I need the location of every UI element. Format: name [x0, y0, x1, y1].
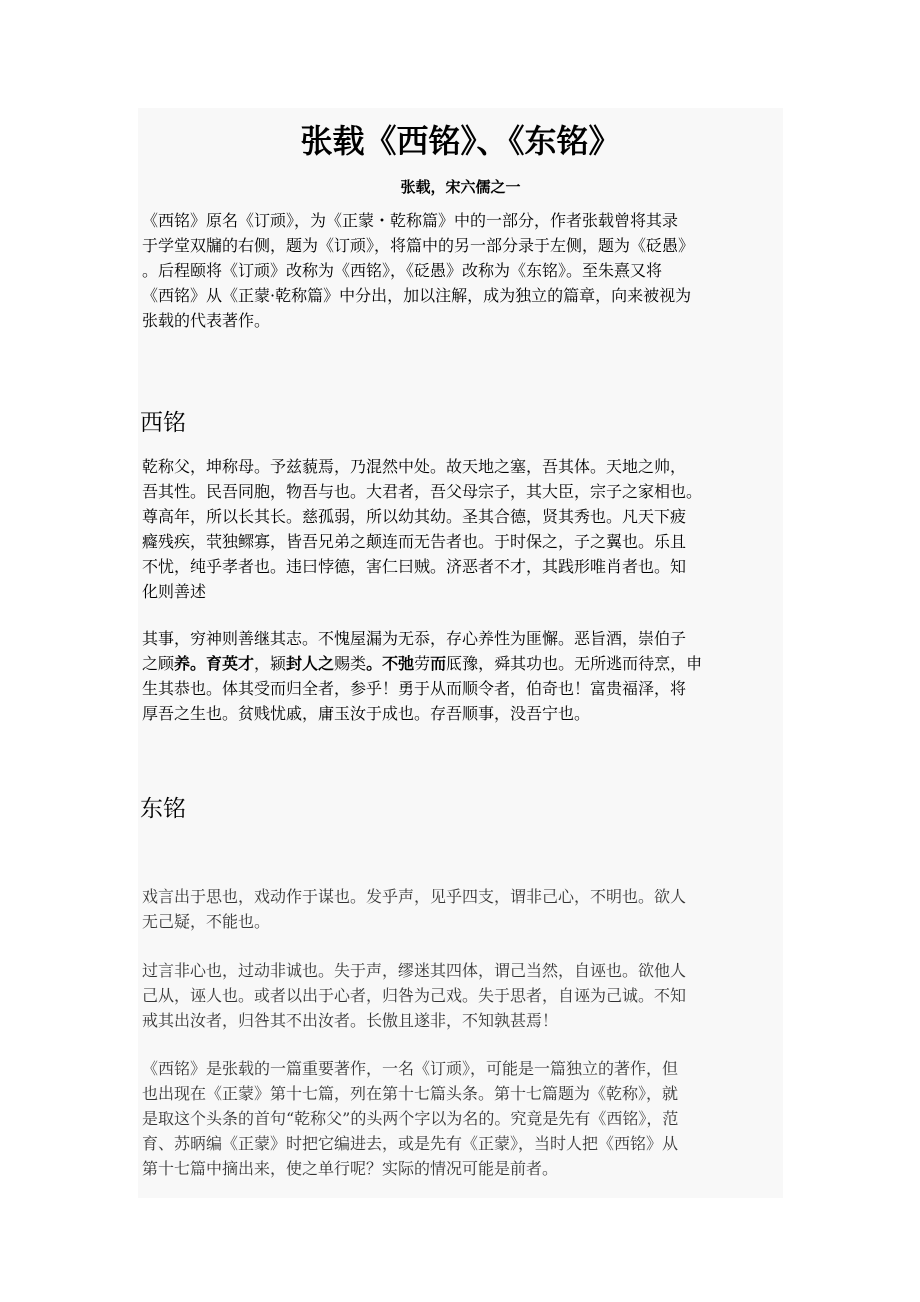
text-line: 吾其性。民吾同胞，物吾与也。大君者，吾父母宗子，其大臣，宗子之家相也。 [142, 482, 703, 501]
bold-fragment: 封人之 [286, 654, 335, 673]
page-title: 张载《西铭》、《东铭》 [300, 122, 621, 160]
text-line: 是取这个头条的首句“乾称父”的头两个字以为名的。究竟是先有《西铭》，范 [142, 1109, 679, 1128]
text-line: 不忧，纯乎孝者也。违曰悖德，害仁曰贼。济恶者不才，其践形唯肖者也。知 [142, 557, 687, 576]
text-line: 也出现在《正蒙》第十七篇，列在第十七篇头条。第十七篇题为《乾称》，就 [142, 1084, 679, 1103]
intro-paragraph [142, 208, 782, 333]
text-fragment: ，颍 [254, 654, 287, 673]
page-subtitle: 张载，宋六儒之一 [400, 178, 521, 196]
text-fragment: 赐类 [334, 654, 367, 673]
text-fragment: 厎豫，舜其功也。无所逃而待烹，申 [446, 654, 703, 673]
text-line: 化则善述 [142, 582, 207, 601]
text-fragment: 之顾 [142, 654, 175, 673]
document-page [138, 108, 783, 1198]
text-line: 生其恭也。体其受而归全者，参乎！勇于从而顺令者，伯奇也！富贵福泽，将 [142, 679, 687, 698]
text-line: 于学堂双牖的右侧，题为《订顽》，将篇中的另一部分录于左侧，题为《砭愚》 [142, 236, 695, 255]
text-line: 厚吾之生也。贫贱忧戚，庸玉汝于成也。存吾顺事，没吾宁也。 [142, 704, 591, 723]
ximing-heading: 西铭 [140, 410, 186, 436]
bold-fragment: 。不弛 [366, 654, 415, 673]
text-line: 《西铭》是张载的一篇重要著作，一名《订顽》，可能是一篇独立的著作，但 [142, 1059, 679, 1078]
ximing-paragraph-2 [142, 626, 782, 726]
text-line: 戏言出于思也，戏动作于谋也。发乎声，见乎四支，谓非己心，不明也。欲人 [142, 887, 687, 906]
dongming-paragraph-1 [142, 884, 782, 934]
dongming-paragraph-3 [142, 1056, 782, 1181]
text-line: 其事，穷神则善继其志。不愧屋漏为无忝，存心养性为匪懈。恶旨酒，崇伯子 [142, 629, 687, 648]
text-line: 尊高年，所以长其长。慈孤弱，所以幼其幼。圣其合德，贤其秀也。凡天下疲 [142, 507, 687, 526]
dongming-paragraph-2 [142, 958, 782, 1033]
text-line-mixed [142, 651, 782, 676]
ximing-paragraph-1 [142, 454, 782, 604]
text-line: 乾称父，坤称母。予兹藐焉，乃混然中处。故天地之塞，吾其体。天地之帅， [142, 457, 687, 476]
text-line: 张载的代表著作。 [142, 311, 271, 330]
bold-fragment: 养。育英才 [174, 654, 255, 673]
dongming-heading: 东铭 [140, 796, 186, 822]
text-line: 无己疑，不能也。 [142, 912, 271, 931]
text-line: 《西铭》原名《订顽》，为《正蒙・乾称篇》中的一部分，作者张载曾将其录 [142, 211, 679, 230]
text-line: 戒其出汝者，归咎其不出汝者。长傲且遂非，不知孰甚焉！ [142, 1011, 559, 1030]
text-line: 。后程颐将《订顽》改称为《西铭》，《砭愚》改称为《东铭》。至朱熹又将 [142, 261, 663, 280]
text-line: 过言非心也，过动非诚也。失于声，缪迷其四体，谓己当然，自诬也。欲他人 [142, 961, 687, 980]
text-fragment: 劳 [414, 654, 431, 673]
text-line: 己从，诬人也。或者以出于心者，归咎为己戏。失于思者，自诬为己诚。不知 [142, 986, 687, 1005]
text-line: 育、苏昞编《正蒙》时把它编进去，或是先有《正蒙》，当时人把《西铭》从 [142, 1134, 679, 1153]
text-line: 《西铭》从《正蒙·乾称篇》中分出，加以注解，成为独立的篇章，向来被视为 [142, 286, 692, 305]
bold-fragment: 而 [430, 654, 447, 673]
text-line: 癃残疾，茕独鳏寡，皆吾兄弟之颠连而无告者也。于时保之，子之翼也。乐且 [142, 532, 687, 551]
text-line: 第十七篇中摘出来，使之单行呢？实际的情况可能是前者。 [142, 1159, 559, 1178]
